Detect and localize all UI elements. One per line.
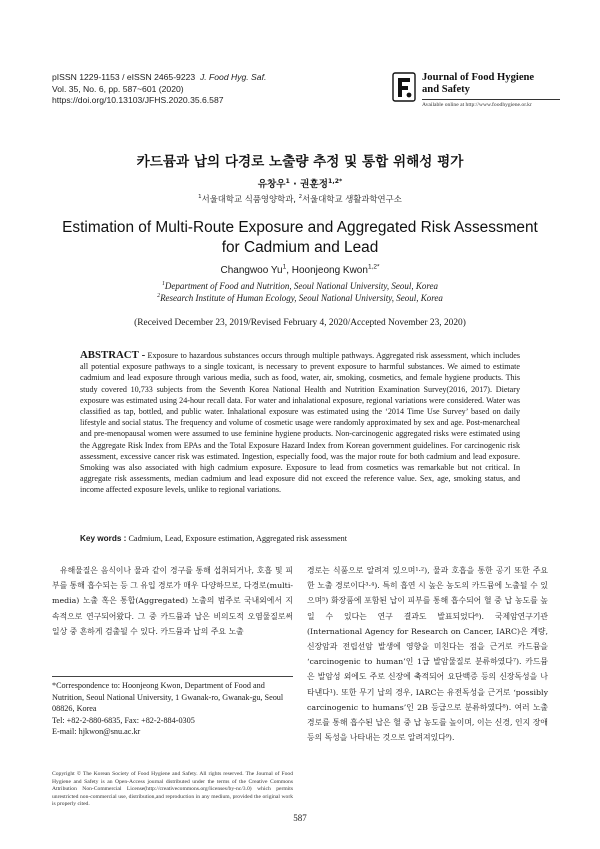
keywords-text: Cadmium, Lead, Exposure estimation, Aggregated risk assessment (126, 534, 347, 543)
body-paragraph: 유해물질은 음식이나 물과 같이 경구를 통해 섭취되거나, 호흡 및 피부를 통해 흡수되는 등 그 유입 경로가 매우 다양하므로, 다경로(multi-media) 노출 혹은 통합(Aggregated) 노출의 범주로 국내외에서 지속적으로 연구되어왔다. 그 중 카드뮴과 납은 비의도적 오염물질로써 일상 중 흔하게 검출될 수 있다. 카드뮴과 납의 주요 노출 (52, 566, 293, 636)
affiliations-korean: $^1$서울대학교 식품영양학과, $^2$서울대학교 생활과학연구소 (198, 194, 402, 204)
title-english: Estimation of Multi-Route Exposure and Aggregated Risk Assessment for Cadmium and Lead (62, 219, 538, 256)
keywords-label: Key words : (80, 534, 127, 543)
received-dates: (Received December 23, 2019/Revised February 4, 2020/Accepted November 23, 2020) (134, 318, 466, 328)
abstract (80, 350, 520, 496)
abstract-heading: ABSTRACT - (80, 349, 146, 361)
authors-korean: 유창우$^1$ · 권훈정$^{1,2*}$ (257, 177, 343, 190)
correspondence-email[interactable]: E-mail: hjkwon@snu.ac.kr (52, 727, 141, 737)
journal-logo-title: Journal of Food Hygiene and Safety (422, 72, 535, 95)
affiliations-english: $^1$Department of Food and Nutrition, Seoul National University, Seoul, Korea $^2$Research Institute of Human Ecology, Seoul National University, Seoul, Korea (157, 281, 443, 303)
available-online: Available online at http://www.foodhygiene.or.kr (422, 102, 532, 108)
journal-meta (52, 72, 266, 107)
doi-link[interactable]: https://doi.org/10.13103/JFHS.2020.35.6.587 (52, 95, 224, 105)
journal-abbrev: J. Food Hyg. Saf. (199, 72, 267, 82)
copyright-notice: Copyright © The Korean Society of Food Hygiene and Safety. All rights reserved. The Journal of Food Hygiene and Safety is an Open-Access journal distributed under the terms of the Creative Commons Attribution Non-Commercial License(http://creativecommons.org/licenses/by-nc/3.0) which permits unrestricted non-commercial use, distribution,and reproduction in any medium, provided the original work is properly cited. (52, 771, 293, 808)
body-column-right (307, 563, 548, 745)
journal-logo-icon (392, 72, 416, 102)
keywords (80, 534, 520, 543)
body-column-left (52, 563, 293, 639)
volume-info: Vol. 35, No. 6, pp. 587~601 (2020) (52, 83, 184, 94)
abstract-text: Exposure to hazardous substances occurs through multiple pathways. Aggregated risk assessment, which includes all potential exposure pathways to a single toxicant, is necessary to prevent exposure to harmful substances. We aimed to estimate cadmium and lead exposure through various media, such as food, water, air, smoking, cosmetics, and female hygiene products. This study covered 10,733 subjects from the Seventh Korea National Health and Nutrition Examination Survey(2016, 2017). Dietary exposure was estimated using 24-hour recall data. For water and inhalational exposure, regional variations were considered. Water was classified as tap, bottled, and public water. Inhalational exposure was estimated using the ‘2014 Time Use Survey’ based on daily lifestyle and social status. The frequency and volume of cosmetic usage were randomly approximated by sex and age. Post-menarcheal and pre-menopausal women were assumed to use feminine hygiene products. Non-carcinogenic aggregated risks were estimated using the Aggregate Risk Index from EPAs and the Total Exposure Hazard Index from Korean government guidelines. For carcinogenic risk assessment, excessive cancer risk was estimated. Ingestion, especially food, was the major route for both cadmium and lead exposure. Smoking was also associated with high cadmium exposure. Exposure to lead from cosmetics was remarkable but not critical. In aggregate risk assessments, median cadmium and lead exposure did not exceed the reference value. Sex, age, smoking status, and income affected exposure levels, unlike to regional variations. (80, 351, 520, 495)
issn: pISSN 1229-1153 / eISSN 2465-9223 (52, 72, 196, 82)
page-number: 587 (293, 813, 307, 823)
correspondence: *Correspondence to: Hoonjeong Kwon, Department of Food and Nutrition, Seoul National University, 1 Gwanak-ro, Gwanak-gu, Seoul 08826, Korea Tel: +82-2-880-6835, Fax: +82-2-884-0305 E-mail: hjkwon@snu.ac.kr (52, 680, 293, 738)
footnote-divider (52, 676, 293, 677)
body-paragraph: 경로는 식품으로 알려져 있으며¹·²), 물과 호흡을 통한 공기 또한 주요한 노출 경로이다³·⁴). 특히 흡연 시 높은 농도의 카드뮴에 노출될 수 있으며⁵) 화장품에 포함된 납이 피부를 통해 흡수되어 혈 중 납 농도를 높일 수 있다는 연구 결과도 발표되었다⁶). 국제암연구기관(International Agency for Research on Cancer, IARC)은 계량, 신장암과 전립선암 발생에 영향을 미친다는 점을 근거로 카드뮴을 ‘carcinogenic to human’인 1급 발암물질로 분류하였다⁷). 카드뮴은 발암성 외에도 주로 신장에 축적되어 요단백증 등의 신장독성을 나타낸다¹). 또한 무기 납의 경우, IARC는 유전독성을 근거로 ‘possibly carcinogenic to humans’인 2B 등급으로 분류하였다⁸). 여러 노출 경로를 통해 흡수된 납은 혈 중 납 농도를 높이며, 이는 신경, 인지 장애 등의 독성을 나타내는 것으로 알려져있다⁹). (307, 566, 548, 743)
authors-english: Changwoo Yu$^1$, Hoonjeong Kwon$^{1,2*}$ (220, 263, 380, 276)
title-korean: 카드뮴과 납의 다경로 노출량 추정 및 통합 위해성 평가 (136, 154, 464, 170)
logo-divider (422, 99, 560, 100)
